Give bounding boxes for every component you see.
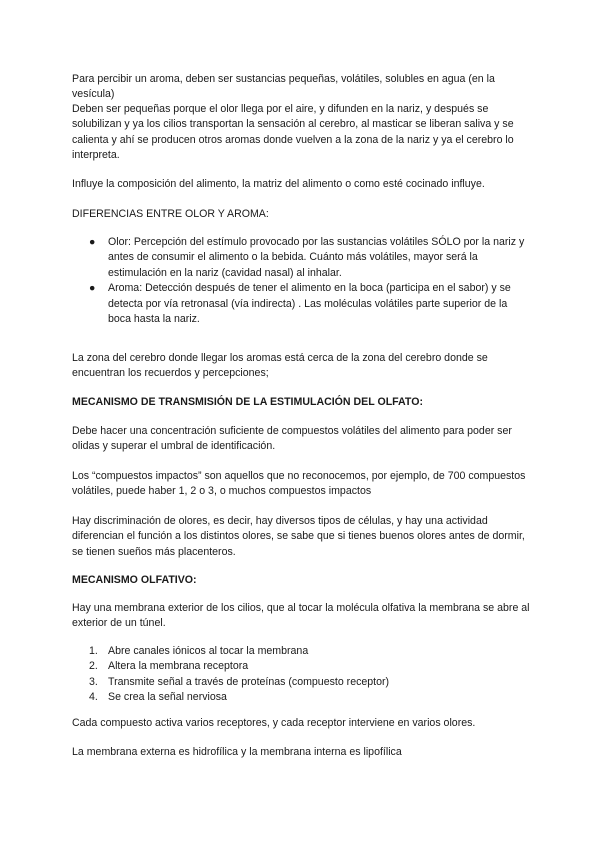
step-number: 1. xyxy=(89,645,98,657)
step-text: Transmite señal a través de proteínas (compuesto receptor) xyxy=(108,675,390,688)
differences-list xyxy=(72,235,532,327)
brain-paragraph: La zona del cerebro donde llegar los aromas está cerca de la zona del cerebro donde se encuentran los recuerdos y percepciones; xyxy=(72,352,488,380)
list-item xyxy=(72,281,532,327)
step-text: Abre canales iónicos al tocar la membrana xyxy=(108,645,309,657)
list-item xyxy=(72,659,532,674)
intro-paragraph-1: Para percibir un aroma, deben ser sustancias pequeñas, volátiles, solubles en agua (en la vesícula) xyxy=(72,73,495,101)
olfactory-paragraph-2: Cada compuesto activa varios receptores, y cada receptor interviene en varios olores. xyxy=(72,717,476,729)
transmission-paragraph-2: Los “compuestos impactos” son aquellos que no reconocemos, por ejemplo, de 700 compuestos volátiles, puede haber 1, 2 o 3, o muchos compuestos impactos xyxy=(72,470,526,498)
transmission-paragraph-1: Debe hacer una concentración suficiente de compuestos volátiles del alimento para poder ser olidas y superar el umbral de identificación. xyxy=(72,425,512,453)
list-item-text: Aroma: Detección después de tener el alimento en la boca (participa en el sabor) y se detecta por vía retronasal (vía indirecta) . Las moléculas volátiles parte superior de la boca hasta la nariz. xyxy=(108,282,511,326)
step-number: 3. xyxy=(89,675,98,688)
list-item xyxy=(72,675,532,690)
list-item xyxy=(72,690,532,705)
transmission-heading: MECANISMO DE TRANSMISIÓN DE LA ESTIMULACIÓN DEL OLFATO: xyxy=(72,396,423,408)
list-item xyxy=(72,644,532,659)
bullet-icon: ● xyxy=(89,282,96,295)
list-item-text: Olor: Percepción del estímulo provocado por las sustancias volátiles SÓLO por la nariz y antes de consumir el alimento o la bebida. Cuánto más volátiles, mayor será la estimulación en la nariz (cavidad nasal) al inhalar. xyxy=(108,236,525,279)
intro-paragraph-3: Influye la composición del alimento, la matriz del alimento o como esté cocinado influye. xyxy=(72,178,485,190)
olfactory-paragraph-1: Hay una membrana exterior de los cilios, que al tocar la molécula olfativa la membrana se abre al exterior de un túnel. xyxy=(72,602,530,630)
list-item xyxy=(72,235,532,281)
intro-paragraph-2: Deben ser pequeñas porque el olor llega por el aire, y difunden en la nariz, y después se solubilizan y ya los cilios transportan la sensación al cerebro, al masticar se liberan saliva y se calienta y ahí se producen otros aromas donde vuelven a la zona de la nariz y ya el cerebro lo interpreta. xyxy=(72,103,514,162)
bullet-icon: ● xyxy=(89,236,96,248)
step-number: 2. xyxy=(89,660,98,673)
differences-heading: DIFERENCIAS ENTRE OLOR Y AROMA: xyxy=(72,208,269,220)
transmission-paragraph-3: Hay discriminación de olores, es decir, hay diversos tipos de células, y hay una actividad diferencian el función a los distintos olores, se sabe que si tienes buenos olores antes de dormir, se tienen sueños más placenteros. xyxy=(72,515,525,558)
olfactory-paragraph-3: La membrana externa es hidrofílica y la membrana interna es lipofílica xyxy=(72,746,402,758)
step-number: 4. xyxy=(89,691,98,704)
olfactory-heading: MECANISMO OLFATIVO: xyxy=(72,574,197,586)
step-text: Altera la membrana receptora xyxy=(108,660,249,673)
step-text: Se crea la señal nerviosa xyxy=(108,691,227,704)
olfactory-steps-list xyxy=(72,644,532,706)
